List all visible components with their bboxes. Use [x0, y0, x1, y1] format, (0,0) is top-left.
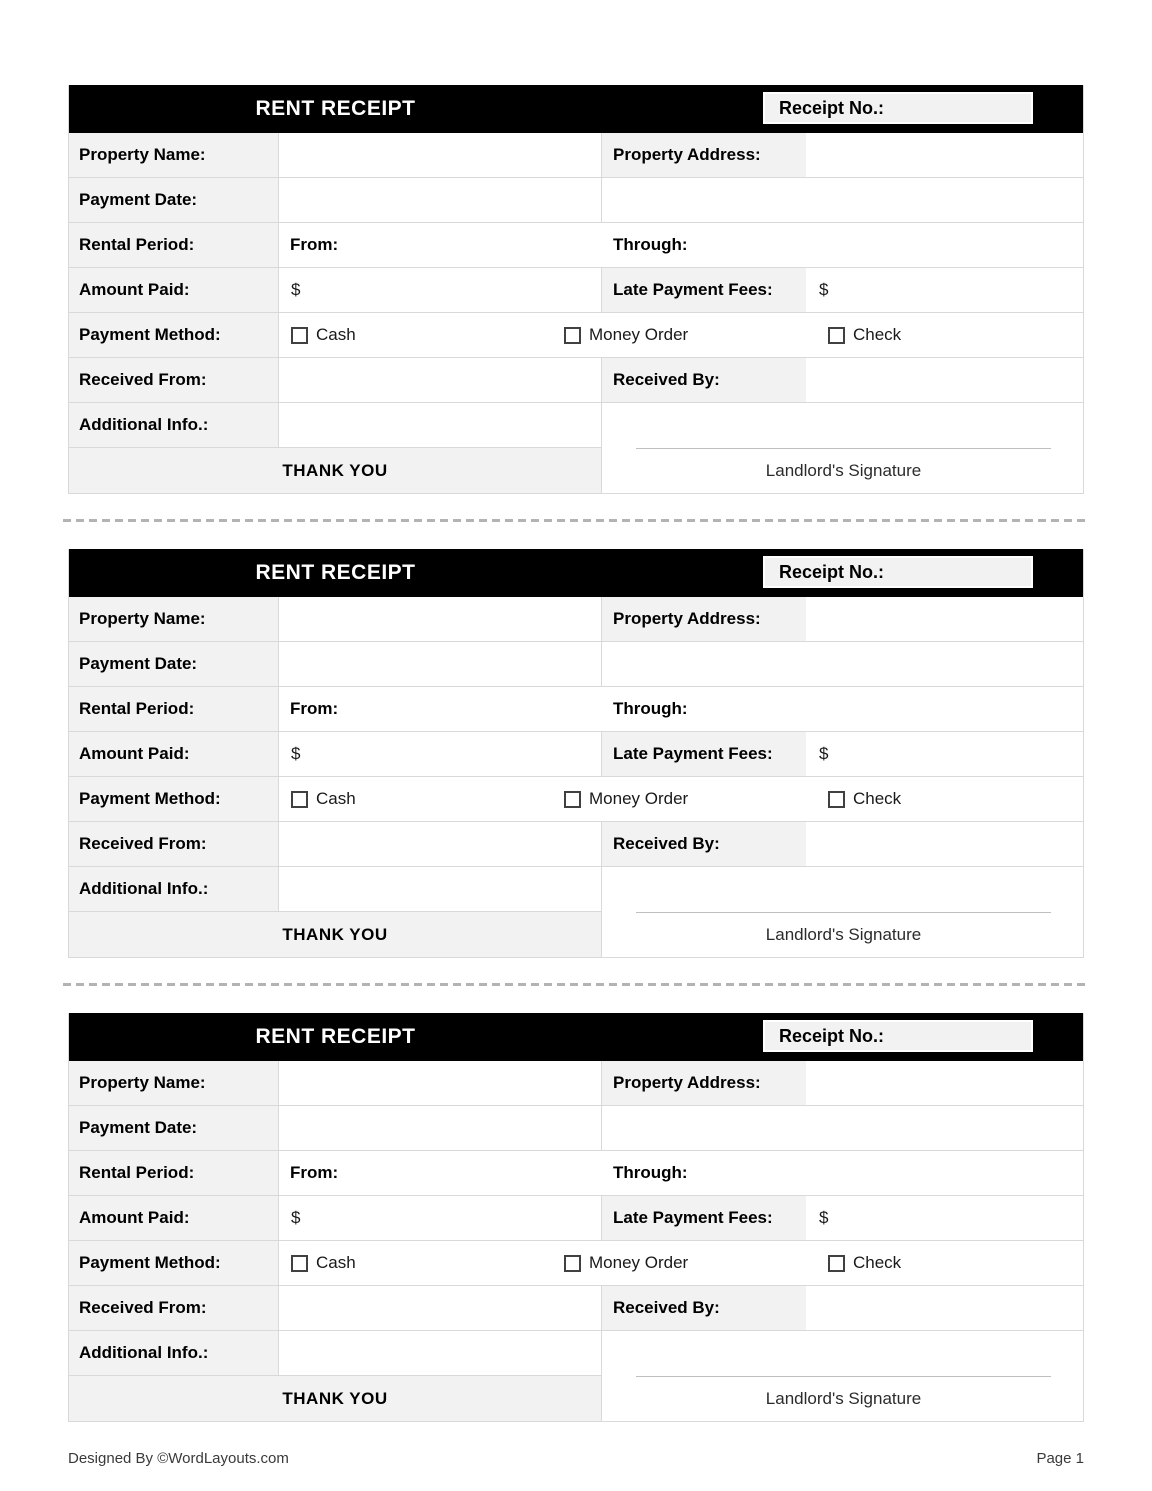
receipt-number-box[interactable]: [763, 92, 1033, 124]
signature-label: Landlord's Signature: [765, 461, 922, 480]
amount-paid-field[interactable]: [279, 1196, 602, 1240]
from-label: From:: [290, 1163, 339, 1182]
rental-period-row: [69, 1151, 1083, 1196]
signature-space: [602, 403, 1085, 448]
check-label: Check: [853, 1253, 902, 1272]
money-order-label: Money Order: [589, 1253, 689, 1272]
payment-method-label: Payment Method:: [69, 1241, 279, 1285]
rental-through-field[interactable]: [602, 1151, 1085, 1195]
received-from-label: Received From:: [69, 822, 279, 866]
payment-method-options: [279, 1241, 1085, 1285]
received-by-field[interactable]: [806, 358, 1085, 402]
dollar-sign: $: [291, 744, 301, 763]
through-label: Through:: [613, 1163, 688, 1182]
payment-method-row: [69, 313, 1083, 358]
check-checkbox[interactable]: [828, 327, 845, 344]
property-address-field[interactable]: [806, 133, 1085, 177]
signature-label: Landlord's Signature: [765, 1389, 922, 1408]
received-row: [69, 358, 1083, 403]
page-footer: [68, 1450, 1084, 1467]
received-from-field[interactable]: [279, 358, 602, 402]
payment-date-row: [69, 1106, 1083, 1151]
through-label: Through:: [613, 699, 688, 718]
payment-method-options: [279, 777, 1085, 821]
rental-from-field[interactable]: [279, 687, 602, 731]
receipt-number-box[interactable]: [763, 1020, 1033, 1052]
through-label: Through:: [613, 235, 688, 254]
additional-info-label: Additional Info.:: [69, 867, 279, 912]
check-option: [828, 777, 901, 821]
received-row: [69, 1286, 1083, 1331]
property-row: [69, 1061, 1083, 1106]
signature-area[interactable]: [602, 1331, 1085, 1421]
cash-option: [291, 777, 356, 821]
rent-receipt-3: [68, 1013, 1084, 1422]
amount-paid-label: Amount Paid:: [69, 268, 279, 312]
received-by-label: Received By:: [602, 822, 806, 866]
payment-method-label: Payment Method:: [69, 313, 279, 357]
check-option: [828, 1241, 901, 1285]
receipt-number-label: Receipt No.:: [779, 97, 885, 118]
payment-date-label: Payment Date:: [69, 178, 279, 222]
property-name-label: Property Name:: [69, 1061, 279, 1105]
rental-period-label: Rental Period:: [69, 687, 279, 731]
received-by-label: Received By:: [602, 1286, 806, 1330]
property-address-label: Property Address:: [602, 1061, 806, 1105]
additional-info-field[interactable]: [279, 1331, 602, 1376]
check-label: Check: [853, 789, 902, 808]
late-fees-label: Late Payment Fees:: [602, 732, 806, 776]
rental-through-field[interactable]: [602, 687, 1085, 731]
received-row: [69, 822, 1083, 867]
signature-space: [602, 1331, 1085, 1376]
dollar-sign: $: [819, 744, 829, 763]
amount-paid-field[interactable]: [279, 732, 602, 776]
from-label: From:: [290, 699, 339, 718]
payment-date-field[interactable]: [279, 642, 602, 686]
late-fees-field[interactable]: [806, 1196, 1085, 1240]
cash-option: [291, 313, 356, 357]
rental-period-label: Rental Period:: [69, 1151, 279, 1195]
receipt-header: [69, 85, 1083, 133]
rental-through-field[interactable]: [602, 223, 1085, 267]
receipt-header: [69, 549, 1083, 597]
thank-you-text: THANK YOU: [69, 912, 602, 957]
received-from-label: Received From:: [69, 1286, 279, 1330]
property-row: [69, 597, 1083, 642]
property-row: [69, 133, 1083, 178]
receipt-number-box[interactable]: [763, 556, 1033, 588]
rental-period-label: Rental Period:: [69, 223, 279, 267]
amount-row: [69, 1196, 1083, 1241]
receipt-header: [69, 1013, 1083, 1061]
thank-you-text: THANK YOU: [69, 448, 602, 493]
payment-method-row: [69, 777, 1083, 822]
receipt-number-label: Receipt No.:: [779, 1025, 885, 1046]
received-from-field[interactable]: [279, 1286, 602, 1330]
dashed-separator: [63, 519, 1089, 522]
additional-info-field[interactable]: [279, 867, 602, 912]
receipt-bottom-block: [69, 1331, 1083, 1421]
dollar-sign: $: [819, 1208, 829, 1227]
receipt-title: RENT RECEIPT: [255, 561, 416, 584]
received-by-label: Received By:: [602, 358, 806, 402]
additional-info-label: Additional Info.:: [69, 1331, 279, 1376]
page-number: Page 1: [1036, 1450, 1084, 1467]
rent-receipt-2: [68, 549, 1084, 958]
money-order-label: Money Order: [589, 325, 689, 344]
late-fees-label: Late Payment Fees:: [602, 268, 806, 312]
property-address-field[interactable]: [806, 597, 1085, 641]
late-fees-field[interactable]: [806, 268, 1085, 312]
thank-you-text: THANK YOU: [69, 1376, 602, 1421]
property-name-field[interactable]: [279, 1061, 602, 1105]
property-name-label: Property Name:: [69, 133, 279, 177]
amount-paid-field[interactable]: [279, 268, 602, 312]
received-from-label: Received From:: [69, 358, 279, 402]
signature-area[interactable]: [602, 403, 1085, 493]
receipt-bottom-block: [69, 403, 1083, 493]
receipt-title: RENT RECEIPT: [255, 97, 416, 120]
cash-checkbox[interactable]: [291, 791, 308, 808]
payment-date-row: [69, 178, 1083, 223]
money-order-checkbox[interactable]: [564, 791, 581, 808]
amount-paid-label: Amount Paid:: [69, 1196, 279, 1240]
signature-space: [602, 867, 1085, 912]
rental-from-field[interactable]: [279, 1151, 602, 1195]
additional-info-field[interactable]: [279, 403, 602, 448]
payment-date-field[interactable]: [279, 1106, 602, 1150]
rental-from-field[interactable]: [279, 223, 602, 267]
cash-option: [291, 1241, 356, 1285]
check-checkbox[interactable]: [828, 1255, 845, 1272]
check-checkbox[interactable]: [828, 791, 845, 808]
check-option: [828, 313, 901, 357]
payment-date-field[interactable]: [279, 178, 602, 222]
payment-date-label: Payment Date:: [69, 1106, 279, 1150]
received-from-field[interactable]: [279, 822, 602, 866]
rental-period-row: [69, 687, 1083, 732]
payment-method-options: [279, 313, 1085, 357]
amount-row: [69, 268, 1083, 313]
money-order-checkbox[interactable]: [564, 1255, 581, 1272]
property-name-label: Property Name:: [69, 597, 279, 641]
property-name-field[interactable]: [279, 597, 602, 641]
received-by-field[interactable]: [806, 1286, 1085, 1330]
rental-period-row: [69, 223, 1083, 268]
receipt-bottom-block: [69, 867, 1083, 957]
dollar-sign: $: [819, 280, 829, 299]
amount-row: [69, 732, 1083, 777]
property-address-field[interactable]: [806, 1061, 1085, 1105]
payment-date-label: Payment Date:: [69, 642, 279, 686]
payment-date-extra-field[interactable]: [602, 178, 1085, 222]
payment-date-row: [69, 642, 1083, 687]
additional-info-label: Additional Info.:: [69, 403, 279, 448]
signature-area[interactable]: [602, 867, 1085, 957]
property-address-label: Property Address:: [602, 133, 806, 177]
dollar-sign: $: [291, 1208, 301, 1227]
money-order-option: [564, 777, 688, 821]
dashed-separator: [63, 983, 1089, 986]
cash-label: Cash: [316, 1253, 356, 1272]
signature-label: Landlord's Signature: [765, 925, 922, 944]
payment-date-extra-field[interactable]: [602, 1106, 1085, 1150]
late-fees-label: Late Payment Fees:: [602, 1196, 806, 1240]
cash-label: Cash: [316, 325, 356, 344]
payment-date-extra-field[interactable]: [602, 642, 1085, 686]
property-name-field[interactable]: [279, 133, 602, 177]
cash-checkbox[interactable]: [291, 327, 308, 344]
check-label: Check: [853, 325, 902, 344]
property-address-label: Property Address:: [602, 597, 806, 641]
late-fees-field[interactable]: [806, 732, 1085, 776]
cash-checkbox[interactable]: [291, 1255, 308, 1272]
money-order-checkbox[interactable]: [564, 327, 581, 344]
receipt-title: RENT RECEIPT: [255, 1025, 416, 1048]
rent-receipt-1: [68, 85, 1084, 494]
money-order-option: [564, 1241, 688, 1285]
cash-label: Cash: [316, 789, 356, 808]
payment-method-row: [69, 1241, 1083, 1286]
received-by-field[interactable]: [806, 822, 1085, 866]
designer-credit: Designed By ©WordLayouts.com: [68, 1450, 289, 1467]
payment-method-label: Payment Method:: [69, 777, 279, 821]
receipt-number-label: Receipt No.:: [779, 561, 885, 582]
money-order-label: Money Order: [589, 789, 689, 808]
from-label: From:: [290, 235, 339, 254]
amount-paid-label: Amount Paid:: [69, 732, 279, 776]
money-order-option: [564, 313, 688, 357]
dollar-sign: $: [291, 280, 301, 299]
